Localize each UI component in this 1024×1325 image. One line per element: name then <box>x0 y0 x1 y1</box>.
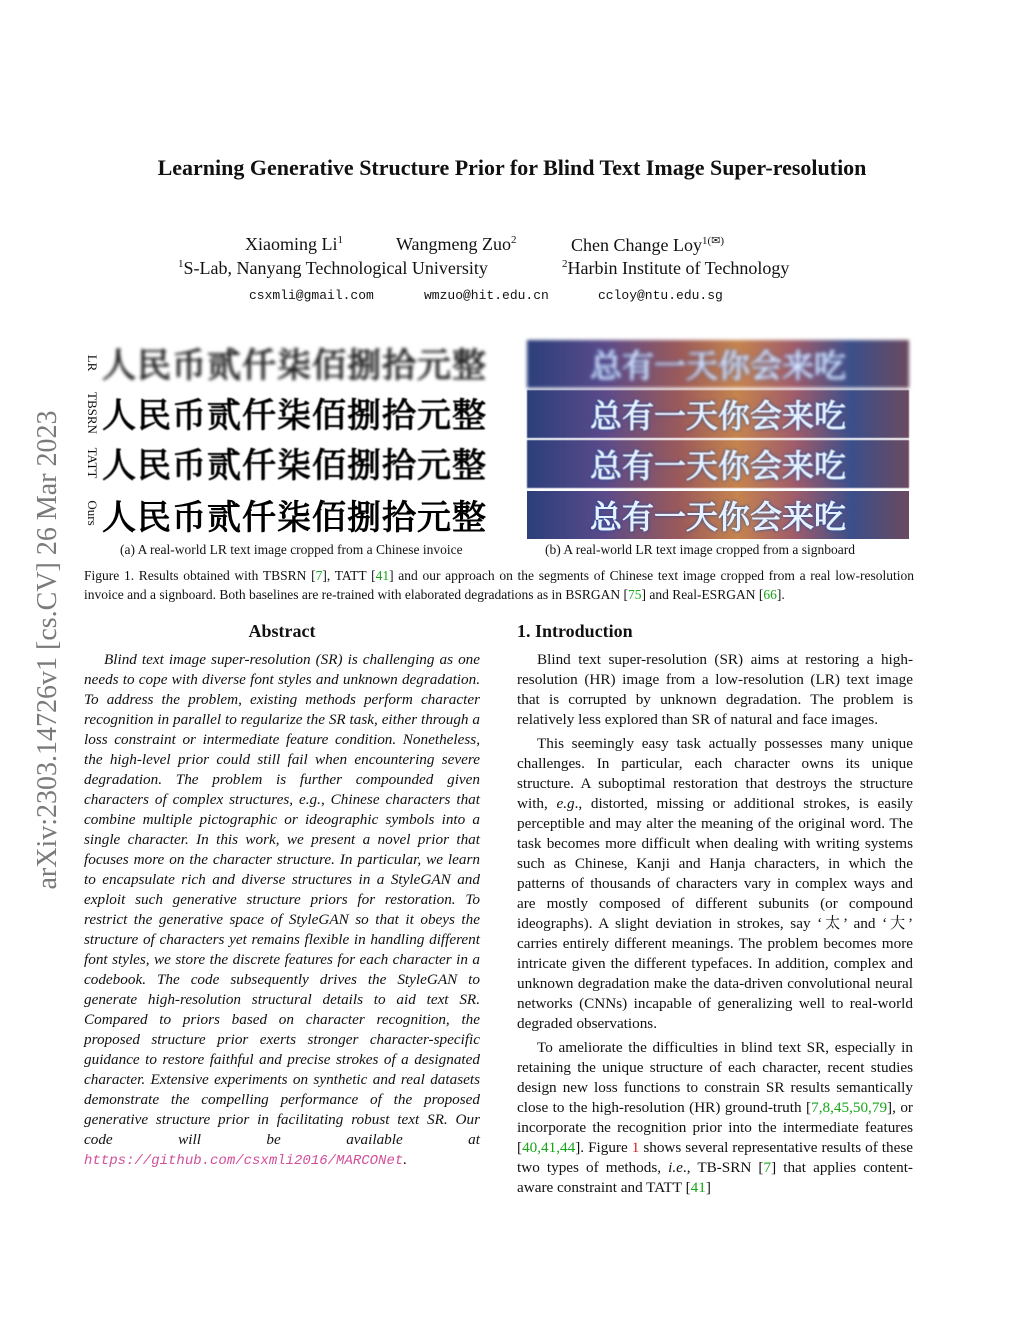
row-label-lr: LR <box>85 354 100 372</box>
email-2: wmzuo@hit.edu.cn <box>424 288 549 303</box>
signboard-tbsrn-image: 总有一天你会来吃 <box>527 390 909 438</box>
citation-link[interactable]: 7 <box>763 1159 772 1176</box>
citation-link[interactable]: 7 <box>315 568 323 583</box>
intro-paragraph-3: To ameliorate the difficulties in blind text SR, especially in retaining the unique structure of each character, recent studies design new loss functions to constrain SR results semantically close to the high-resolution (HR) ground-truth [7,8,45,50,79], or incorporate the recognition prior into the intermediate features [40,41,44]. Figure 1 shows several representative results of these two types of methods, i.e., TB-SRN [7] that applies content-aware constraint and TATT [41] <box>517 1039 913 1196</box>
row-label-tbsrn: TBSRN <box>85 392 100 434</box>
figure-link[interactable]: 1 <box>631 1139 640 1156</box>
citation-link[interactable]: 41 <box>375 568 390 583</box>
email-3: ccloy@ntu.edu.sg <box>598 288 723 303</box>
invoice-tbsrn-image: 人民币贰仟柒佰捌拾元整 <box>102 388 522 436</box>
intro-body <box>517 650 913 1202</box>
invoice-ours-image: 人民币贰仟柒佰捌拾元整 <box>102 490 522 538</box>
intro-heading: 1. Introduction <box>517 621 633 641</box>
citation-link[interactable]: 7,8,45,50,79 <box>811 1099 888 1116</box>
arxiv-id: arXiv:2303.14726v1 [cs.CV] 26 Mar 2023 <box>32 410 63 890</box>
invoice-lr-image: 人民币贰仟柒佰捌拾元整 <box>102 338 522 386</box>
figure-caption: Figure 1. Results obtained with TBSRN [7], TATT [41] and our approach on the segments of Chinese text image cropped from a real low-resolution invoice and a signboard. Both baselines are re-trained with elaborated degradations as in BSRGAN [75] and Real-ESRGAN [66]. <box>84 568 914 602</box>
intro-paragraph-2: This seemingly easy task actually possesses many unique challenges. In particular, each character owns its unique structure. A suboptimal restoration that destroys the structure with, e.g., distorted, missing or additional strokes, is easily perceptible and may alter the meaning of the original word. The task becomes more difficult when dealing with writing systems such as Chinese, Kanji and Hanja characters, in which the patterns of thousands of characters vary in complex ways and are mostly composed of different subunits (or compound ideographs). A slight deviation in strokes, say ‘太’ and ‘大’ carries entirely different meanings. The problem becomes more intricate given the different typefaces. In addition, complex and unknown degradation make the data-driven convolutional neural networks (CNNs) incapable of generalizing well to real-world degraded observations. <box>517 735 913 1032</box>
row-label-tatt: TATT <box>85 447 100 479</box>
arxiv-sidebar <box>28 350 68 950</box>
citation-link[interactable]: 40,41,44 <box>522 1139 576 1156</box>
abstract-heading: Abstract <box>248 621 316 641</box>
author-2: Wangmeng Zuo$^2$ <box>396 234 517 254</box>
subcaption-a: (a) A real-world LR text image cropped from a Chinese invoice <box>120 542 463 557</box>
affiliation-1: $^1$S-Lab, Nanyang Technological University <box>178 258 488 278</box>
citation-link[interactable]: 66 <box>763 587 777 602</box>
email-1: csxmli@gmail.com <box>249 288 374 303</box>
invoice-tatt-image: 人民币贰仟柒佰捌拾元整 <box>102 438 522 486</box>
abstract-body: Blind text image super-resolution (SR) is challenging as one needs to cope with diverse font styles and unknown degradation. To address the problem, existing methods perform character recognition in parallel to regularize the SR task, either through a loss constraint or intermediate feature condition. Nonetheless, the high-level prior could still fail when encountering severe degradation. The problem is further compounded given characters of complex structures, e.g., Chinese characters that combine multiple pictographic or ideographic symbols into a single character. In this work, we present a novel prior that focuses more on the character structure. In particular, we learn to encapsulate rich and diverse structures in a StyleGAN and exploit such generative structure priors for restoration. To restrict the generative space of StyleGAN so that it obeys the structure of characters yet remains flexible in handling different font styles, we store the discrete features for each character in a codebook. The code subsequently drives the StyleGAN to generate high-resolution structural details to aid text SR. Compared to priors based on character recognition, the proposed structure prior exerts stronger character-specific guidance to restore faithful and precise strokes of a designated character. Extensive experiments on synthetic and real datasets demonstrate the compelling performance of the proposed generative structure prior in facilitating robust text SR. Our code will be available at https://github.com/csxmli2016/MARCONet. <box>84 651 480 1169</box>
code-link[interactable]: https://github.com/csxmli2016/MARCONet <box>84 1153 404 1169</box>
signboard-lr-image: 总有一天你会来吃 <box>527 340 909 388</box>
affiliation-2: $^2$Harbin Institute of Technology <box>562 258 790 278</box>
author-1: Xiaoming Li$^1$ <box>245 234 343 254</box>
subcaption-b: (b) A real-world LR text image cropped from a signboard <box>545 542 856 557</box>
paper-title: Learning Generative Structure Prior for Blind Text Image Super-resolution <box>157 155 867 180</box>
signboard-ours-image: 总有一天你会来吃 <box>527 491 909 539</box>
citation-link[interactable]: 75 <box>627 587 642 602</box>
signboard-tatt-image: 总有一天你会来吃 <box>527 440 909 488</box>
citation-link[interactable]: 41 <box>690 1179 706 1196</box>
row-label-ours: Ours <box>85 500 100 526</box>
author-3: Chen Change Loy$^{1(✉)}$ <box>571 235 725 255</box>
intro-paragraph-1: Blind text super-resolution (SR) aims at restoring a high-resolution (HR) image from a low-resolution (LR) text image that is corrupted by unknown degradation. The problem is relatively less explored than SR of natural and face images. <box>517 651 913 728</box>
